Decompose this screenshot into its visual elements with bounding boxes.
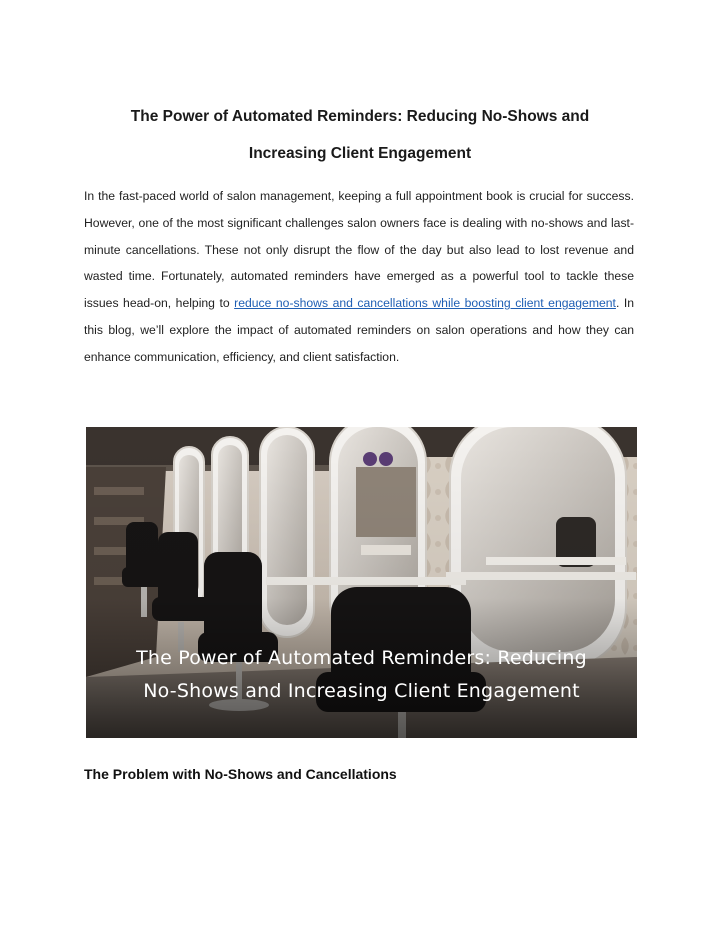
hero-caption — [86, 642, 637, 708]
intro-paragraph — [84, 183, 634, 371]
reduce-no-shows-link[interactable]: reduce no-shows and cancellations while boosting client engagement — [234, 296, 616, 311]
hero-caption-line-2: No-Shows and Increasing Client Engagement — [143, 680, 580, 702]
article-title-line-2: Increasing Client Engagement — [248, 145, 472, 162]
article-title-line-1: The Power of Automated Reminders: Reducing No-Shows and — [130, 108, 590, 125]
article-title — [84, 98, 636, 172]
hero-caption-line-1: The Power of Automated Reminders: Reducing — [136, 647, 587, 669]
intro-text-before-link: In the fast-paced world of salon management, keeping a full appointment book is crucial for success. However, one of the most significant challenges salon owners face is dealing with no-shows and last-minute cancellations. These not only disrupt the flow of the day but also lead to lost revenue and wasted time. Fortunately, automated reminders have emerged as a powerful tool to tackle these issues head-on, helping to — [84, 189, 634, 311]
hero-image — [86, 427, 637, 738]
intro-text-after-link: . In this blog, we’ll explore the impact of automated reminders on salon operations and how they can enhance communication, efficiency, and client satisfaction. — [84, 296, 634, 364]
section-heading-problem: The Problem with No-Shows and Cancellations — [84, 766, 397, 782]
